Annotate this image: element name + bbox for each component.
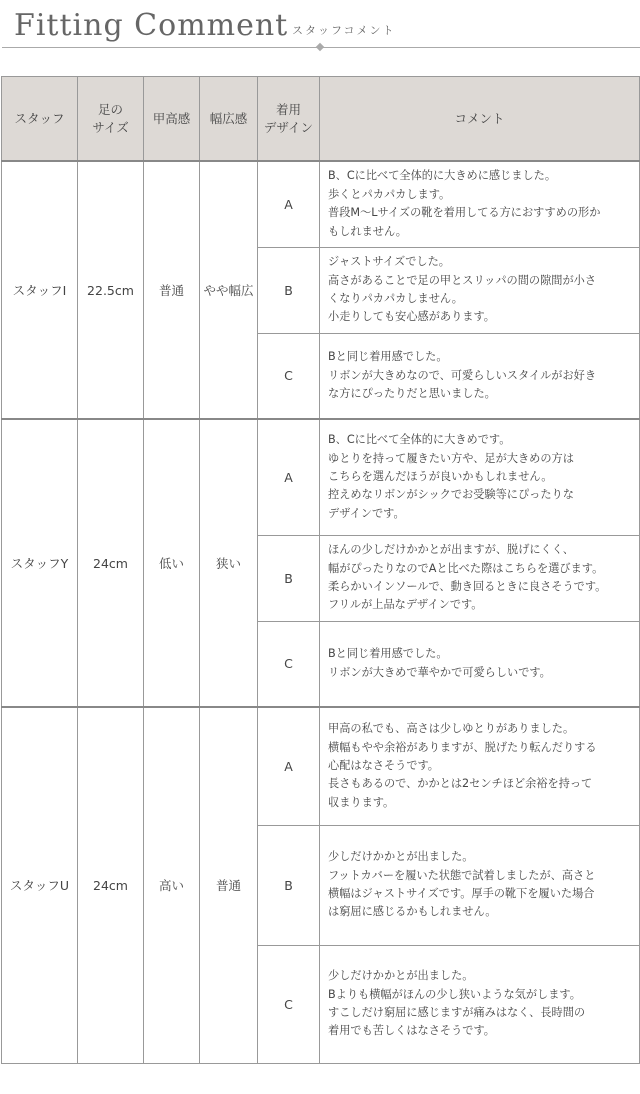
design-cell: C: [258, 621, 320, 707]
comment-line: 着用でも苦しくはなさそうです。: [328, 1024, 495, 1038]
table-header-row: [2, 77, 640, 162]
comment-cell: [320, 161, 640, 247]
comment-line: リボンが大きめなので、可愛らしいスタイルがお好き: [328, 368, 597, 382]
comment-cell: [320, 247, 640, 333]
comment-line: 長さもあるので、かかとは2センチほど余裕を持って: [328, 777, 593, 791]
comment-line: すこしだけ窮屈に感じますが痛みはなく、長時間の: [328, 1006, 586, 1019]
comment-line: 幅がぴったりなのでAと比べた際はこちらを選びます。: [328, 561, 604, 575]
comment-line: ゆとりを持って履きたい方や、足が大きめの方は: [328, 451, 574, 465]
design-cell: B: [258, 825, 320, 945]
comment-line: 少しだけかかとが出ました。: [328, 969, 474, 983]
comment-line: 歩くとパカパカします。: [328, 187, 451, 201]
column-header-design-line2: デザイン: [263, 119, 314, 135]
instep-cell: 低い: [144, 419, 200, 707]
design-cell: C: [258, 945, 320, 1063]
column-header-foot-size-line2: サイズ: [92, 119, 129, 135]
comment-line: 柔らかいインソールで、動き回るときに良さそうです。: [328, 580, 607, 593]
comment-line: 控えめなリボンがシックでお受験等にぴったりな: [328, 488, 574, 502]
comment-line: 心配はなさそうです。: [328, 759, 439, 773]
comment-line: 高さがあることで足の甲とスリッパの間の隙間が小さ: [328, 273, 597, 287]
width-cell: やや幅広: [200, 161, 258, 419]
comment-line: リボンが大きめで華やかで可愛らしいです。: [328, 665, 551, 679]
column-header-width: 幅広感: [200, 77, 258, 162]
foot-size-cell: 24cm: [78, 419, 144, 707]
column-header-design-line1: 着用: [275, 102, 301, 117]
comment-line: 収まります。: [328, 795, 395, 809]
comment-line: Bと同じ着用感でした。: [328, 350, 448, 364]
staff-name-cell: スタッフU: [2, 707, 78, 1063]
column-header-staff: スタッフ: [2, 77, 78, 162]
comment-line: B、Cに比べて全体的に大きめに感じました。: [328, 169, 557, 183]
design-cell: B: [258, 535, 320, 621]
table-row: [2, 161, 640, 247]
comment-line: Bよりも横幅がほんの少し狭いような気がします。: [328, 987, 581, 1001]
comment-line: デザインです。: [328, 506, 405, 520]
fitting-comment-table: [1, 76, 640, 1064]
column-header-foot-size: [78, 77, 144, 162]
comment-cell: [320, 825, 640, 945]
diamond-ornament-icon: [316, 43, 324, 51]
instep-cell: 普通: [144, 161, 200, 419]
comment-cell: [320, 945, 640, 1063]
comment-line: 普段M～Lサイズの靴を着用してる方におすすめの形か: [328, 206, 601, 220]
comment-line: フリルが上品なデザインです。: [328, 598, 483, 612]
table-row: [2, 419, 640, 535]
page-header: [0, 0, 640, 60]
comment-cell: [320, 333, 640, 419]
column-header-comment: コメント: [320, 77, 640, 162]
column-header-design: [258, 77, 320, 162]
comment-line: 横幅もやや余裕がありますが、脱げたり転んだりする: [328, 740, 597, 754]
table-row: [2, 707, 640, 825]
comment-cell: [320, 621, 640, 707]
comment-line: 甲高の私でも、高さは少しゆとりがありました。: [328, 722, 575, 736]
comment-cell: [320, 535, 640, 621]
column-header-instep: 甲高感: [144, 77, 200, 162]
comment-line: は窮屈に感じるかもしれません。: [328, 905, 497, 919]
comment-line: ジャストサイズでした。: [328, 255, 450, 269]
design-cell: A: [258, 419, 320, 535]
comment-line: 横幅はジャストサイズです。厚手の靴下を履いた場合: [328, 887, 595, 900]
comment-cell: [320, 419, 640, 535]
comment-line: Bと同じ着用感でした。: [328, 647, 448, 661]
comment-line: 少しだけかかとが出ました。: [328, 850, 474, 864]
comment-line: な方にぴったりだと思いました。: [328, 386, 496, 400]
design-cell: C: [258, 333, 320, 419]
foot-size-cell: 24cm: [78, 707, 144, 1063]
page-title: Fitting Comment: [14, 8, 289, 43]
foot-size-cell: 22.5cm: [78, 161, 144, 419]
comment-line: フットカバーを履いた状態で試着しましたが、高さと: [328, 868, 596, 882]
table-body: [2, 161, 640, 1063]
staff-name-cell: スタッフI: [2, 161, 78, 419]
staff-name-cell: スタッフY: [2, 419, 78, 707]
design-cell: A: [258, 707, 320, 825]
width-cell: 狭い: [200, 419, 258, 707]
comment-line: くなりパカパカしません。: [328, 292, 463, 305]
instep-cell: 高い: [144, 707, 200, 1063]
comment-line: もしれません。: [328, 224, 407, 238]
comment-line: こちらを選んだほうが良いかもしれません。: [328, 470, 553, 484]
comment-line: ほんの少しだけかかとが出ますが、脱げにくく、: [328, 543, 574, 557]
comment-cell: [320, 707, 640, 825]
column-header-foot-size-line1: 足の: [97, 102, 123, 117]
comment-line: 小走りしても安心感があります。: [328, 310, 495, 324]
width-cell: 普通: [200, 707, 258, 1063]
page-subtitle: スタッフコメント: [292, 24, 396, 37]
design-cell: A: [258, 161, 320, 247]
comment-line: B、Cに比べて全体的に大きめです。: [328, 433, 511, 447]
design-cell: B: [258, 247, 320, 333]
